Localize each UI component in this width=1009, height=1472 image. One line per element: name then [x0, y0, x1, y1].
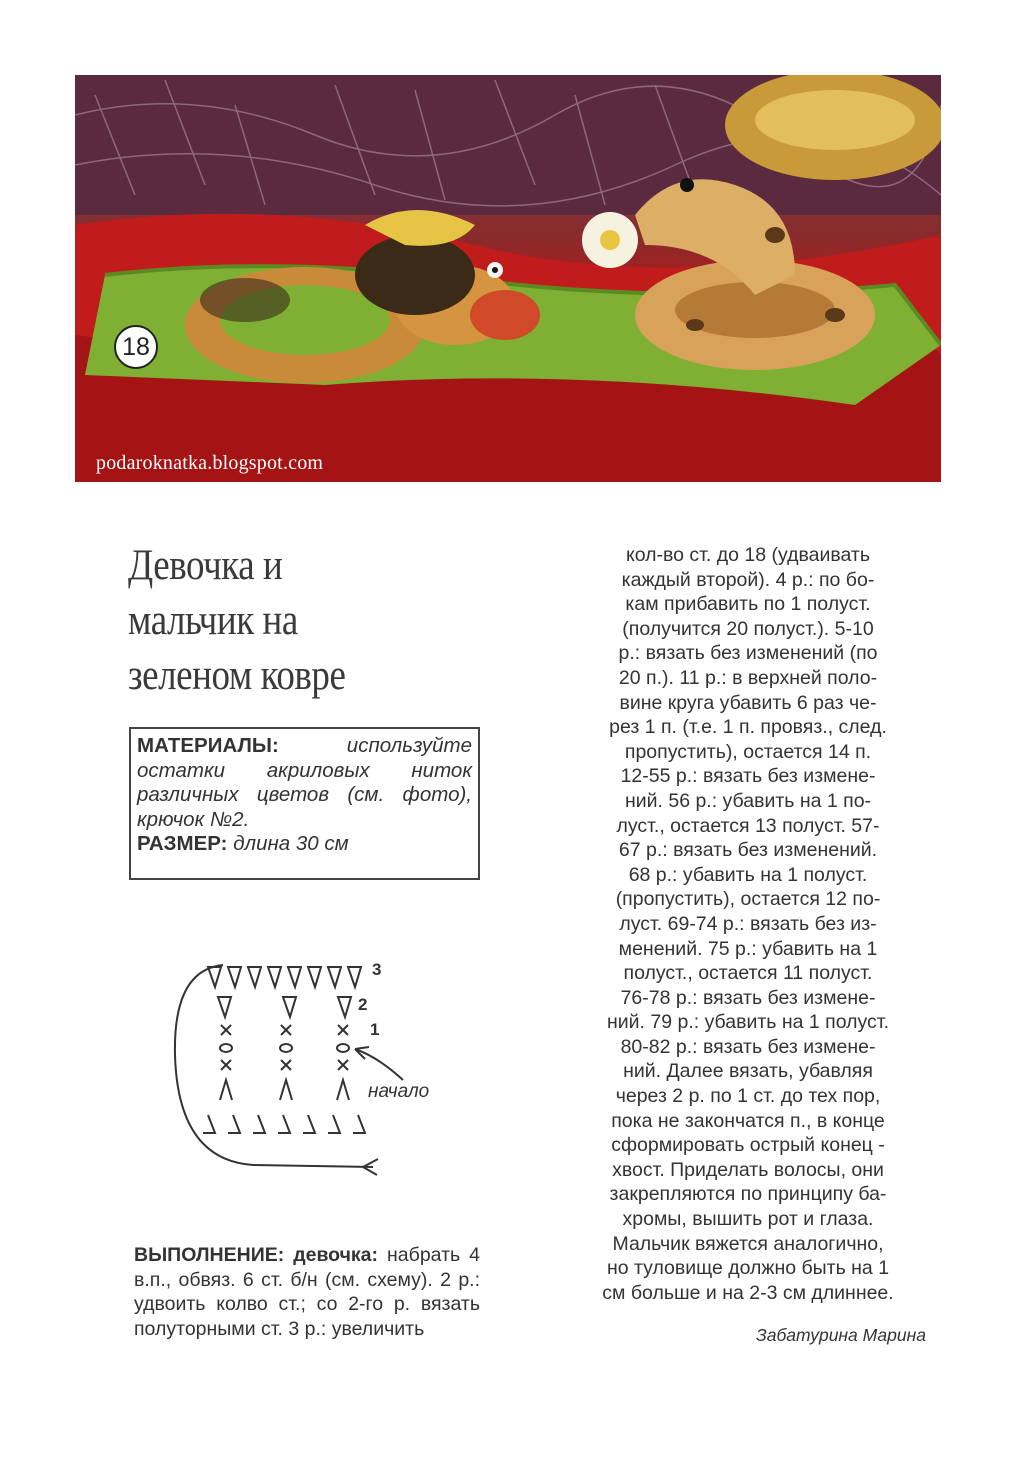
- diagram-row-label-2: 2: [358, 995, 368, 1014]
- instructions-line: полуст., остается 11 полуст.: [623, 962, 873, 985]
- diagram-row-2: [218, 997, 351, 1017]
- instructions-line: ний. 56 р.: убавить на 1 по-: [624, 789, 872, 812]
- diagram-row-label-3: 3: [372, 960, 382, 979]
- photo-crochet-snakes: [75, 75, 941, 482]
- instructions-line: хромы, вышить рот и глаза.: [622, 1208, 874, 1231]
- size-label: РАЗМЕР:: [137, 832, 228, 855]
- crochet-diagram: [163, 945, 463, 1180]
- diagram-start-label: начало: [368, 1081, 430, 1102]
- materials-text: используйте остатки акриловых ниток различных цветов (см. фото), крючок №2.: [137, 734, 472, 831]
- diagram-row-1: [221, 1025, 348, 1035]
- materials-label: МАТЕРИАЛЫ:: [137, 734, 279, 757]
- execution-paragraph: [134, 1243, 480, 1341]
- instructions-line: кол-во ст. до 18 (удваивать: [625, 544, 871, 566]
- diagram-chain-2: [280, 1044, 292, 1052]
- instructions-line: ний. 79 р.: убавить на 1 полуст.: [606, 1011, 889, 1034]
- size-paragraph: [137, 832, 472, 857]
- instructions-line: 76-78 р.: вязать без измене-: [620, 986, 876, 1009]
- instructions-line: 67 р.: вязать без изменений.: [618, 839, 878, 862]
- photo-illustration: [75, 75, 941, 482]
- instructions-line: но туловище должно быть на 1: [606, 1257, 890, 1280]
- instructions-line: 68 р.: убавить на 1 полуст.: [628, 863, 868, 886]
- instructions-line: Мальчик вяжется аналогично,: [612, 1232, 884, 1255]
- instructions-line: хвост. Приделать волосы, они: [612, 1158, 884, 1181]
- instructions-line: 12-55 р.: вязать без измене-: [620, 765, 876, 788]
- instructions-line: ний. Далее вязать, убавляя: [623, 1060, 873, 1083]
- title-line-3: зеленом ковре: [128, 652, 346, 699]
- article-title: [128, 538, 446, 703]
- instructions-line: сформировать острый конец -: [611, 1134, 885, 1157]
- diagram-row-3: [208, 967, 361, 987]
- author-signature: Забатурина Марина: [755, 1325, 926, 1345]
- diagram-row-label-1: 1: [370, 1020, 380, 1039]
- instructions-line: (пропустить), остается 12 по-: [615, 888, 881, 911]
- instructions-line: рез 1 п. (т.е. 1 п. провяз., след.: [609, 716, 887, 739]
- instructions-column: [572, 543, 924, 1305]
- instructions-line: пока не закончатся п., в конце: [611, 1109, 885, 1132]
- diagram-chain-1: [220, 1044, 232, 1052]
- instructions-line: луст. 69-74 р.: вязать без из-: [619, 912, 877, 935]
- instructions-line: 20 п.). 11 р.: в верхней поло-: [618, 666, 878, 689]
- page-number-badge: 18: [114, 325, 158, 369]
- instructions-line: луст., остается 13 полуст. 57-: [616, 814, 880, 837]
- instructions-line: через 2 р. по 1 ст. до тех пор,: [615, 1085, 881, 1108]
- instructions-line: (получится 20 полуст.). 5-10: [622, 617, 874, 640]
- instructions-line: закрепляются по принципу ба-: [609, 1183, 887, 1206]
- materials-paragraph: [137, 734, 472, 832]
- instructions-line: пропустить), остается 14 п.: [624, 740, 872, 763]
- watermark: podaroknatka.blogspot.com: [96, 452, 324, 474]
- instructions-line: р.: вязать без изменений (по: [618, 642, 878, 665]
- instructions-line: вине круга убавить 6 раз че-: [619, 691, 877, 714]
- diagram-start-arrow: [355, 1049, 403, 1080]
- instructions-line: кам прибавить по 1 полуст.: [625, 593, 871, 616]
- size-text: длина 30 см: [233, 832, 349, 855]
- execution-label: ВЫПОЛНЕНИЕ: девочка:: [134, 1244, 379, 1266]
- execution-text: набрать 4 в.п., обвяз. 6 ст. б/н (см. схему). 2 р.: удвоить колво ст.; со 2-го р. вязать полуторными ст. 3 р.: увеличить: [134, 1244, 480, 1340]
- instructions-line: каждый второй). 4 р.: по бо-: [621, 568, 875, 591]
- title-line-1: Девочка и: [128, 542, 283, 589]
- diagram-chain-3: [337, 1044, 349, 1052]
- title-line-2: мальчик на: [128, 597, 298, 644]
- instructions-line: менений. 75 р.: убавить на 1: [618, 937, 878, 960]
- materials-box: [129, 727, 480, 880]
- instructions-line: см больше и на 2-3 см длиннее.: [602, 1281, 894, 1304]
- instructions-line: 80-82 р.: вязать без измене-: [620, 1035, 876, 1058]
